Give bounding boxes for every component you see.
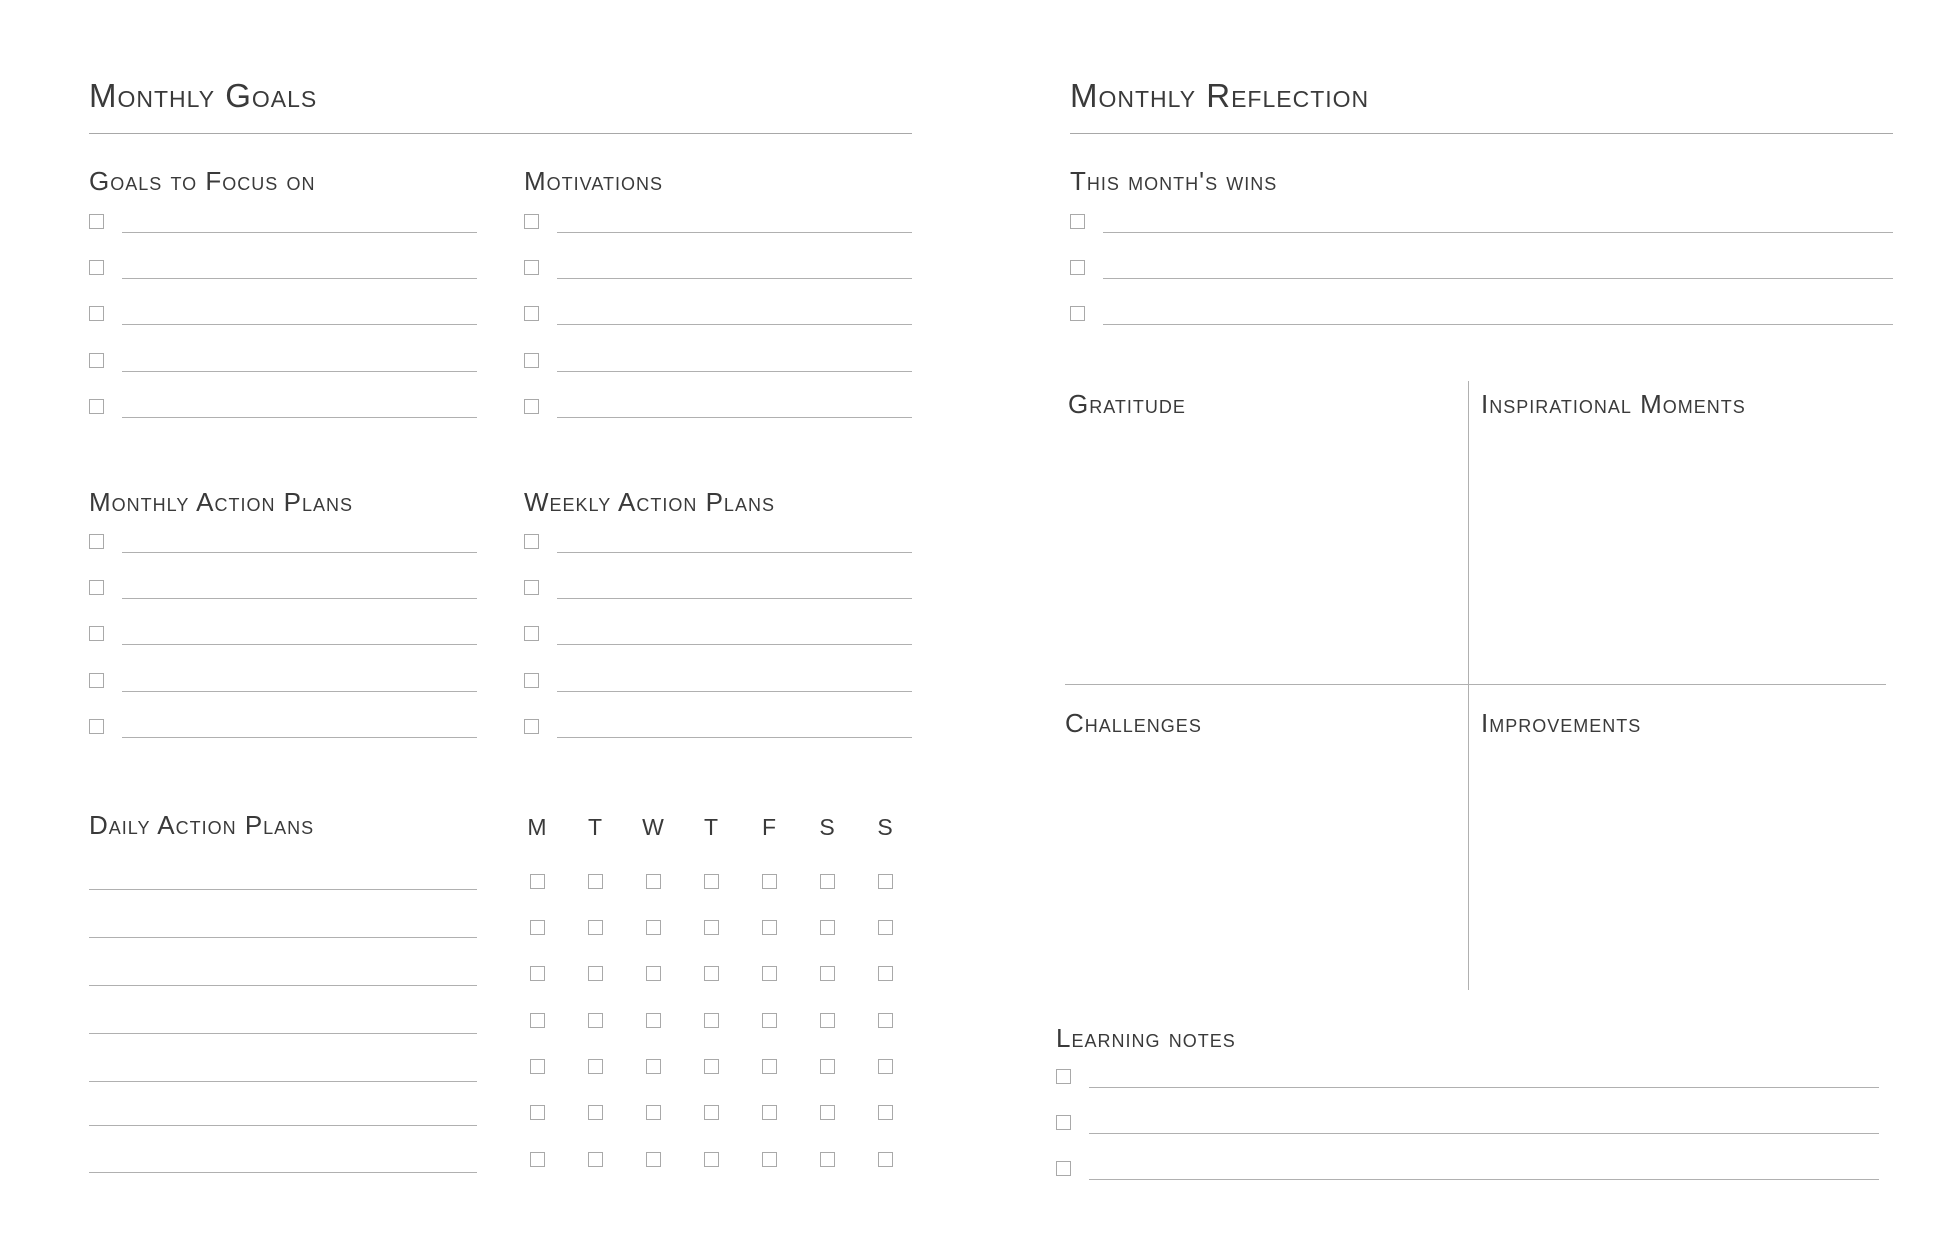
daily-action-plans-line[interactable] [89,1033,477,1034]
inspirational-moments-heading: Inspirational Moments [1481,389,1746,419]
day-tracker-checkbox[interactable] [530,920,545,935]
monthly-action-plans-item-checkbox[interactable] [89,534,104,549]
wins-item-line[interactable] [1103,232,1893,233]
day-tracker-checkbox[interactable] [704,1105,719,1120]
motivations-item-checkbox[interactable] [524,399,539,414]
goals-to-focus-on-item-checkbox[interactable] [89,306,104,321]
weekly-action-plans-item-line[interactable] [557,598,912,599]
day-tracker-checkbox[interactable] [878,920,893,935]
monthly-action-plans-item-checkbox[interactable] [89,580,104,595]
day-label-thu: T [703,814,719,840]
daily-action-plans-line[interactable] [89,1172,477,1173]
goals-to-focus-on-heading: Goals to Focus on [89,166,316,196]
day-tracker-checkbox[interactable] [588,1059,603,1074]
goals-to-focus-on-item-checkbox[interactable] [89,353,104,368]
learning-notes-item-checkbox[interactable] [1056,1069,1071,1084]
day-tracker-checkbox[interactable] [704,1059,719,1074]
day-tracker-checkbox[interactable] [588,874,603,889]
goals-to-focus-on-item-checkbox[interactable] [89,260,104,275]
goals-to-focus-on-item-line[interactable] [122,417,477,418]
day-tracker-checkbox[interactable] [588,920,603,935]
day-tracker-checkbox[interactable] [878,1059,893,1074]
day-tracker-checkbox[interactable] [704,1152,719,1167]
motivations-item-line[interactable] [557,417,912,418]
motivations-item-line[interactable] [557,324,912,325]
motivations-item-checkbox[interactable] [524,353,539,368]
day-label-fri: F [761,814,777,840]
reflection-grid-vertical-divider [1468,381,1469,990]
day-tracker-checkbox[interactable] [704,966,719,981]
day-tracker-checkbox[interactable] [530,874,545,889]
goals-to-focus-on-item-line[interactable] [122,324,477,325]
weekly-action-plans-heading: Weekly Action Plans [524,487,775,517]
monthly-action-plans-heading: Monthly Action Plans [89,487,354,517]
day-label-mon: M [527,814,547,840]
day-tracker-checkbox[interactable] [820,920,835,935]
day-tracker-checkbox[interactable] [530,966,545,981]
challenges-heading: Challenges [1065,708,1202,738]
day-tracker-checkbox[interactable] [762,1152,777,1167]
motivations-item-checkbox[interactable] [524,306,539,321]
weekly-action-plans-item-checkbox[interactable] [524,626,539,641]
day-tracker-checkbox[interactable] [878,1105,893,1120]
monthly-action-plans-item-line[interactable] [122,552,477,553]
learning-notes-item-line[interactable] [1089,1087,1879,1088]
weekly-action-plans-item-checkbox[interactable] [524,580,539,595]
goals-to-focus-on-item-checkbox[interactable] [89,214,104,229]
daily-action-plans-line[interactable] [89,985,477,986]
day-tracker-checkbox[interactable] [646,874,661,889]
day-tracker-checkbox[interactable] [878,1013,893,1028]
day-tracker-checkbox[interactable] [704,1013,719,1028]
learning-notes-item-line[interactable] [1089,1179,1879,1180]
weekly-action-plans-item-line[interactable] [557,644,912,645]
monthly-goals-title-rule [89,133,912,134]
day-tracker-checkbox[interactable] [530,1013,545,1028]
day-tracker-checkbox[interactable] [646,1152,661,1167]
day-tracker-checkbox[interactable] [704,874,719,889]
monthly-action-plans-item-checkbox[interactable] [89,626,104,641]
monthly-action-plans-item-line[interactable] [122,691,477,692]
daily-action-plans-line[interactable] [89,937,477,938]
weekly-action-plans-item-checkbox[interactable] [524,719,539,734]
motivations-item-line[interactable] [557,278,912,279]
day-tracker-checkbox[interactable] [762,874,777,889]
day-tracker-checkbox[interactable] [762,1105,777,1120]
motivations-item-line[interactable] [557,371,912,372]
wins-item-checkbox[interactable] [1070,214,1085,229]
wins-item-checkbox[interactable] [1070,306,1085,321]
day-tracker-checkbox[interactable] [646,1105,661,1120]
learning-notes-heading: Learning notes [1056,1023,1236,1053]
goals-to-focus-on-item-line[interactable] [122,278,477,279]
wins-item-line[interactable] [1103,324,1893,325]
day-tracker-checkbox[interactable] [878,966,893,981]
monthly-action-plans-item-line[interactable] [122,737,477,738]
monthly-action-plans-item-checkbox[interactable] [89,673,104,688]
day-tracker-checkbox[interactable] [762,920,777,935]
day-tracker-checkbox[interactable] [878,1152,893,1167]
day-tracker-checkbox[interactable] [820,1059,835,1074]
weekly-action-plans-item-line[interactable] [557,737,912,738]
weekly-action-plans-item-line[interactable] [557,691,912,692]
learning-notes-item-line[interactable] [1089,1133,1879,1134]
day-tracker-checkbox[interactable] [646,966,661,981]
motivations-item-checkbox[interactable] [524,214,539,229]
weekly-action-plans-item-checkbox[interactable] [524,673,539,688]
daily-action-plans-line[interactable] [89,1081,477,1082]
gratitude-heading: Gratitude [1068,389,1186,419]
day-label-sat: S [819,814,835,840]
day-tracker-checkbox[interactable] [588,1152,603,1167]
day-label-wed: W [642,814,664,840]
day-tracker-checkbox[interactable] [530,1105,545,1120]
day-tracker-checkbox[interactable] [530,1152,545,1167]
wins-item-line[interactable] [1103,278,1893,279]
day-tracker-checkbox[interactable] [820,874,835,889]
day-tracker-checkbox[interactable] [588,1105,603,1120]
monthly-goals-title: Monthly Goals [89,77,318,114]
learning-notes-item-checkbox[interactable] [1056,1115,1071,1130]
goals-to-focus-on-item-line[interactable] [122,371,477,372]
day-tracker-checkbox[interactable] [820,1105,835,1120]
monthly-action-plans-item-line[interactable] [122,598,477,599]
day-label-sun: S [877,814,893,840]
improvements-heading: Improvements [1481,708,1642,738]
motivations-item-line[interactable] [557,232,912,233]
day-tracker-checkbox[interactable] [588,966,603,981]
monthly-action-plans-item-line[interactable] [122,644,477,645]
day-tracker-checkbox[interactable] [646,920,661,935]
wins-heading: This month's wins [1070,166,1278,196]
daily-action-plans-line[interactable] [89,1125,477,1126]
reflection-grid-horizontal-divider [1065,684,1886,685]
day-tracker-checkbox[interactable] [762,966,777,981]
motivations-heading: Motivations [524,166,663,196]
daily-action-plans-heading: Daily Action Plans [89,810,315,840]
day-tracker-checkbox[interactable] [646,1013,661,1028]
wins-item-checkbox[interactable] [1070,260,1085,275]
day-tracker-checkbox[interactable] [588,1013,603,1028]
day-tracker-checkbox[interactable] [762,1013,777,1028]
day-tracker-checkbox[interactable] [704,920,719,935]
day-tracker-checkbox[interactable] [646,1059,661,1074]
monthly-reflection-title-rule [1070,133,1893,134]
goals-to-focus-on-item-line[interactable] [122,232,477,233]
day-tracker-checkbox[interactable] [820,1013,835,1028]
day-tracker-checkbox[interactable] [820,1152,835,1167]
daily-action-plans-line[interactable] [89,889,477,890]
learning-notes-item-checkbox[interactable] [1056,1161,1071,1176]
day-tracker-checkbox[interactable] [762,1059,777,1074]
motivations-item-checkbox[interactable] [524,260,539,275]
monthly-action-plans-item-checkbox[interactable] [89,719,104,734]
day-tracker-checkbox[interactable] [820,966,835,981]
day-tracker-checkbox[interactable] [530,1059,545,1074]
weekly-action-plans-item-checkbox[interactable] [524,534,539,549]
weekly-action-plans-item-line[interactable] [557,552,912,553]
day-label-tue: T [587,814,603,840]
day-tracker-checkbox[interactable] [878,874,893,889]
goals-to-focus-on-item-checkbox[interactable] [89,399,104,414]
monthly-reflection-title: Monthly Reflection [1070,77,1370,114]
